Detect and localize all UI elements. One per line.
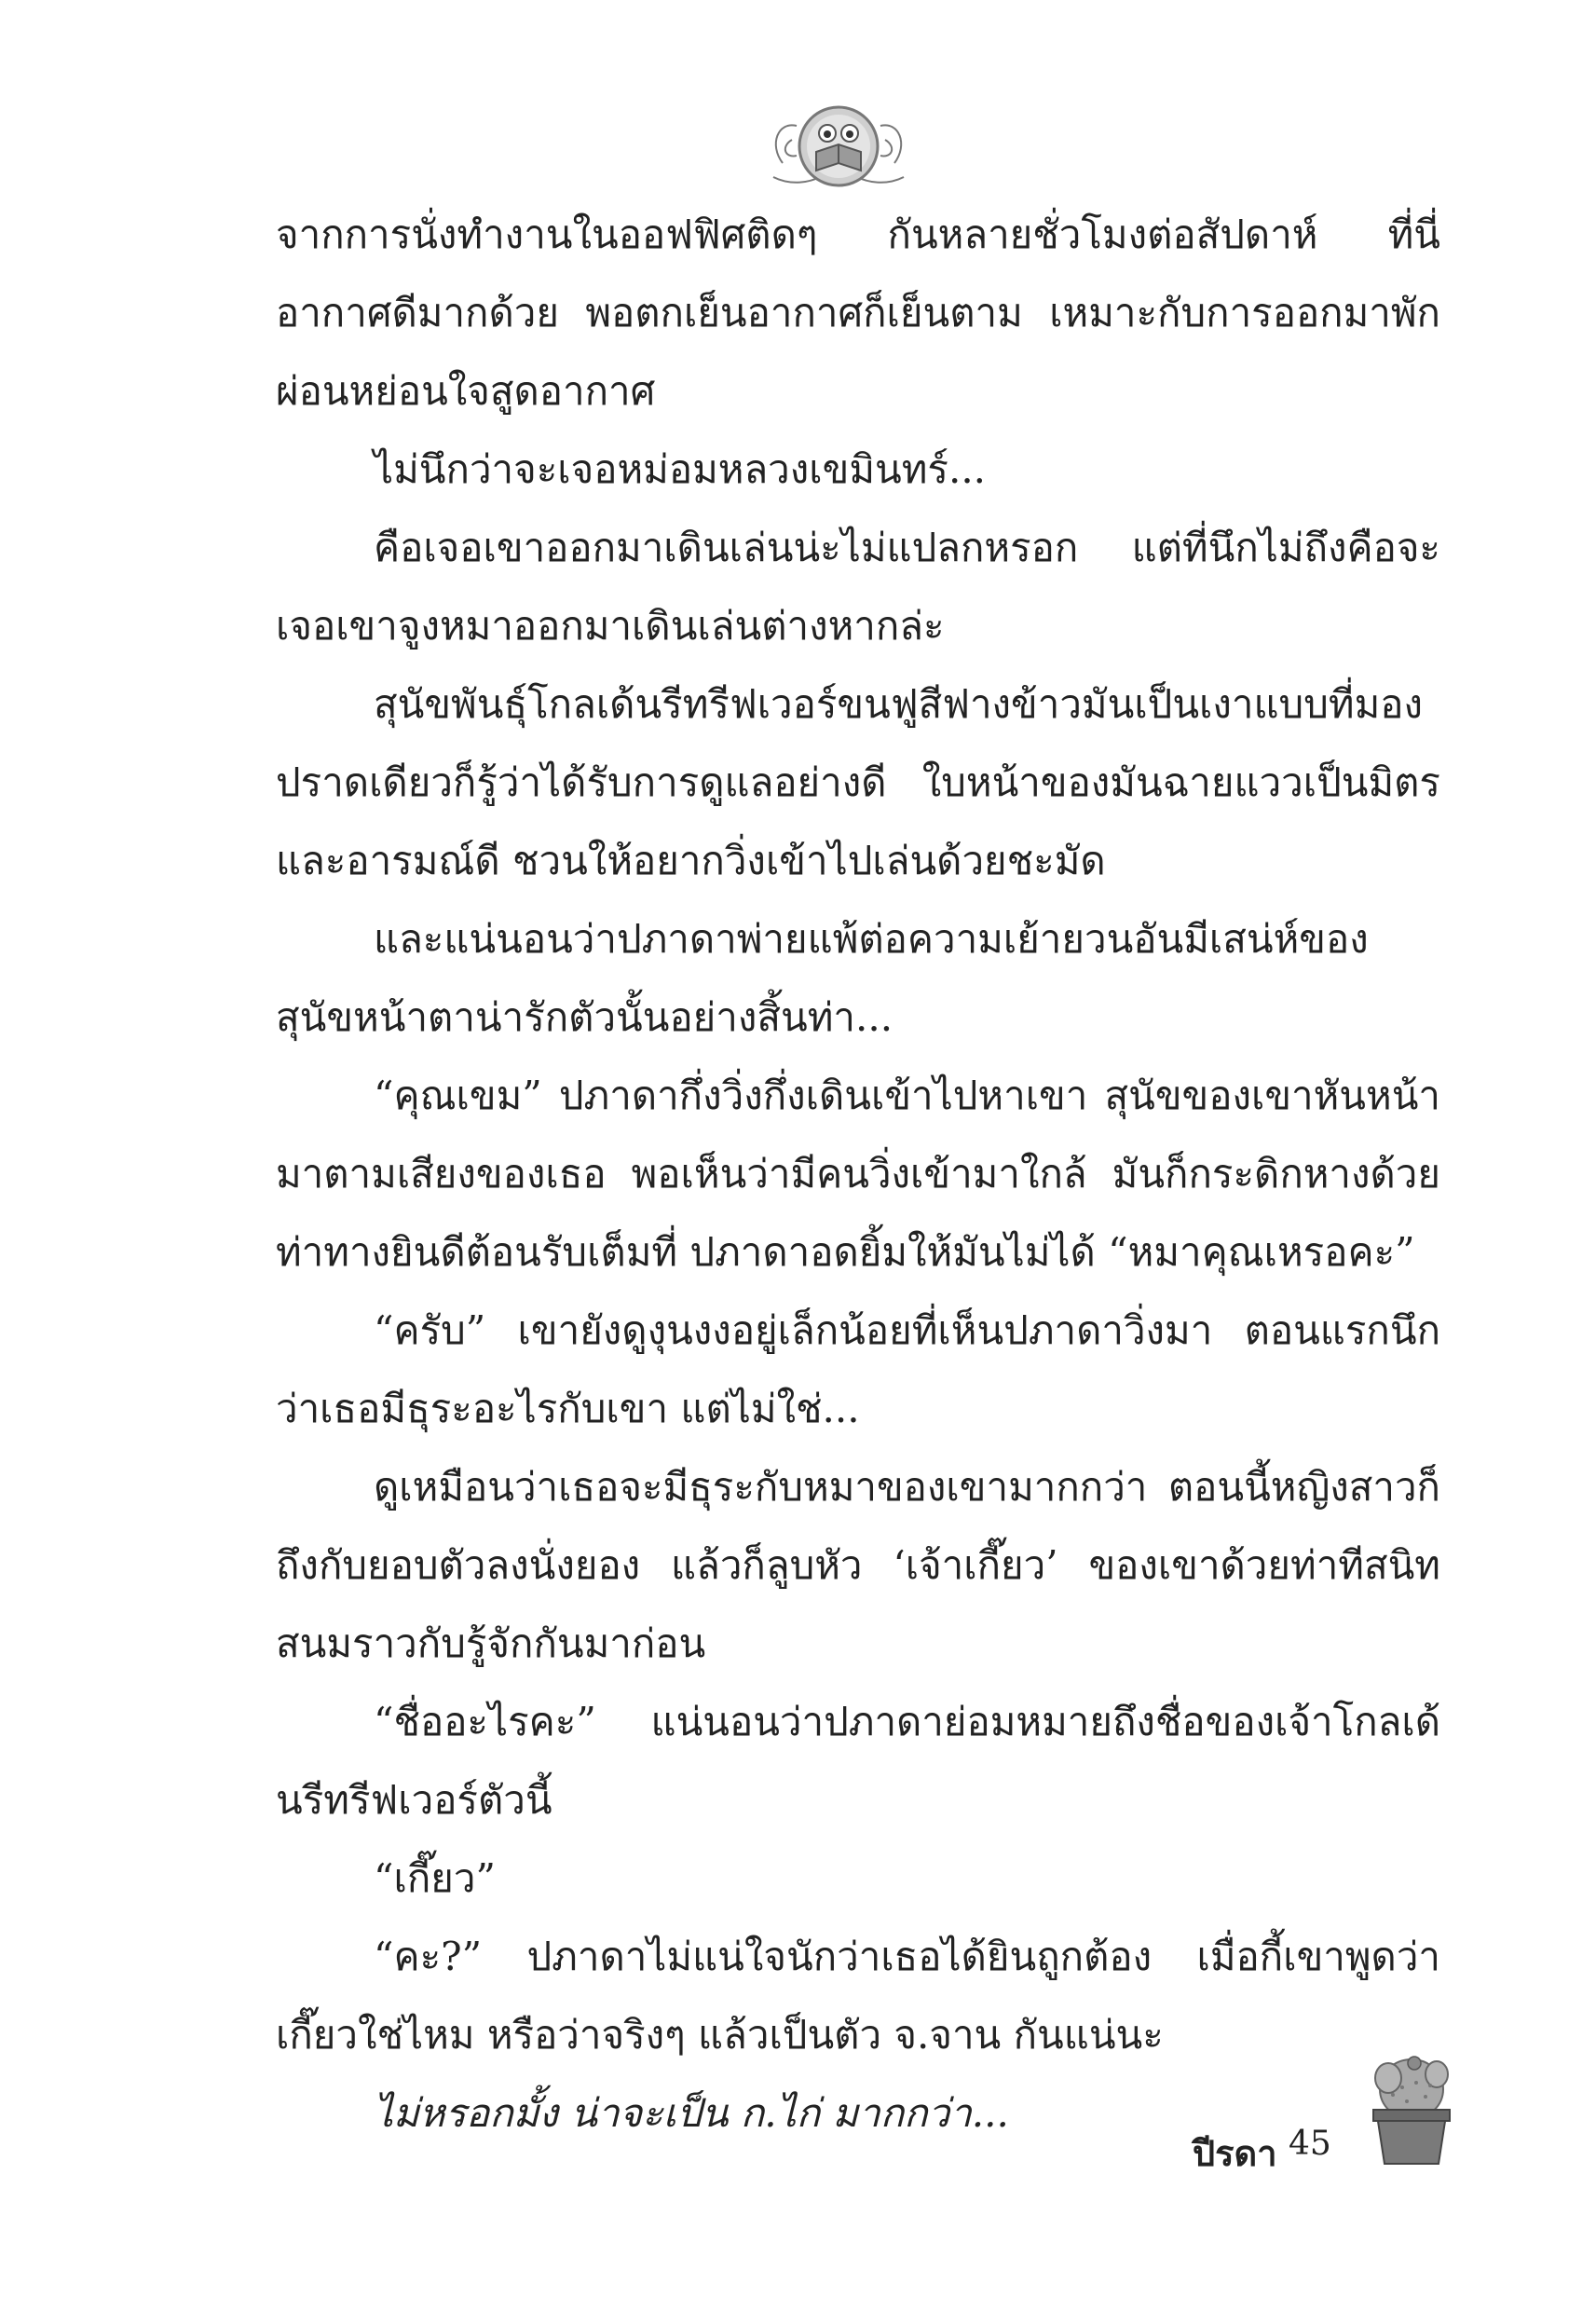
paragraph: จากการนั่งทำงานในออฟฟิศติดๆ กันหลายชั่วโมงต่อสัปดาห์ ที่นี่อากาศดีมากด้วย พอตกเย็นอากาศก็เย็นตาม เหมาะกับการออกมาพักผ่อนหย่อนใจสูดอากาศ <box>276 212 1440 414</box>
paragraph: และแน่นอนว่าปภาดาพ่ายแพ้ต่อความเย้ายวนอันมีเสน่ห์ของสุนัขหน้าตาน่ารักตัวนั้นอย่างสิ้นท่า... <box>276 916 1369 1040</box>
paragraph: สุนัขพันธุ์โกลเด้นรีทรีฟเวอร์ขนฟูสีฟางข้าวมันเป็นเงาแบบที่มองปราดเดียวก็รู้ว่าได้รับการดูแลอย่างดี ใบหน้าของมันฉายแววเป็นมิตรและอารมณ์ดี ชวนให้อยากวิ่งเข้าไปเล่นด้วยชะมัด <box>276 681 1440 883</box>
author-name: ปีรดา <box>1193 2132 1277 2174</box>
paragraph-italic: ไม่หรอกมั้ง น่าจะเป็น ก.ไก่ มากกว่า... <box>374 2090 1009 2136</box>
paragraph: ดูเหมือนว่าเธอจะมีธุระกับหมาของเขามากกว่า ตอนนี้หญิงสาวก็ถึงกับยอบตัวลงนั่งยอง แล้วก็ลูบหัว ‘เจ้าเกี๊ยว’ ของเขาด้วยท่าทีสนิทสนมราวกับรู้จักกันมาก่อน <box>276 1464 1440 1666</box>
paragraph: “เกี๊ยว” <box>374 1855 496 1901</box>
paragraph: ไม่นึกว่าจะเจอหม่อมหลวงเขมินทร์... <box>374 446 987 492</box>
book-mascot-emblem-icon <box>764 89 913 200</box>
paragraph: คือเจอเขาออกมาเดินเล่นน่ะไม่แปลกหรอก แต่ที่นึกไม่ถึงคือจะเจอเขาจูงหมาออกมาเดินเล่นต่างหากล่ะ <box>276 525 1440 649</box>
paragraph: “คะ?” ปภาดาไม่แน่ใจนักว่าเธอได้ยินถูกต้อง เมื่อกี้เขาพูดว่าเกี๊ยวใช่ไหม หรือว่าจริงๆ แล้วเป็นตัว จ.จาน กันแน่นะ <box>276 1934 1440 2058</box>
paragraph: “คุณเขม” ปภาดากึ่งวิ่งกึ่งเดินเข้าไปหาเขา สุนัขของเขาหันหน้ามาตามเสียงของเธอ พอเห็นว่ามีคนวิ่งเข้ามาใกล้ มันก็กระดิกหางด้วยท่าทางยินดีต้อนรับเต็มที่ ปภาดาอดยิ้มให้มันไม่ได้ “หมาคุณเหรอคะ” <box>276 1073 1440 1275</box>
paragraph: “ชื่ออะไรคะ” แน่นอนว่าปภาดาย่อมหมายถึงชื่อของเจ้าโกลเด้นรีทรีฟเวอร์ตัวนี้ <box>276 1699 1440 1823</box>
cactus-pot-icon <box>1360 2050 1463 2171</box>
paragraph: “ครับ” เขายังดูงุนงงอยู่เล็กน้อยที่เห็นปภาดาวิ่งมา ตอนแรกนึกว่าเธอมีธุระอะไรกับเขา แต่ไม่ใช่... <box>276 1307 1440 1431</box>
page-number: 45 <box>1289 2125 1331 2163</box>
body-text <box>276 196 1440 2153</box>
